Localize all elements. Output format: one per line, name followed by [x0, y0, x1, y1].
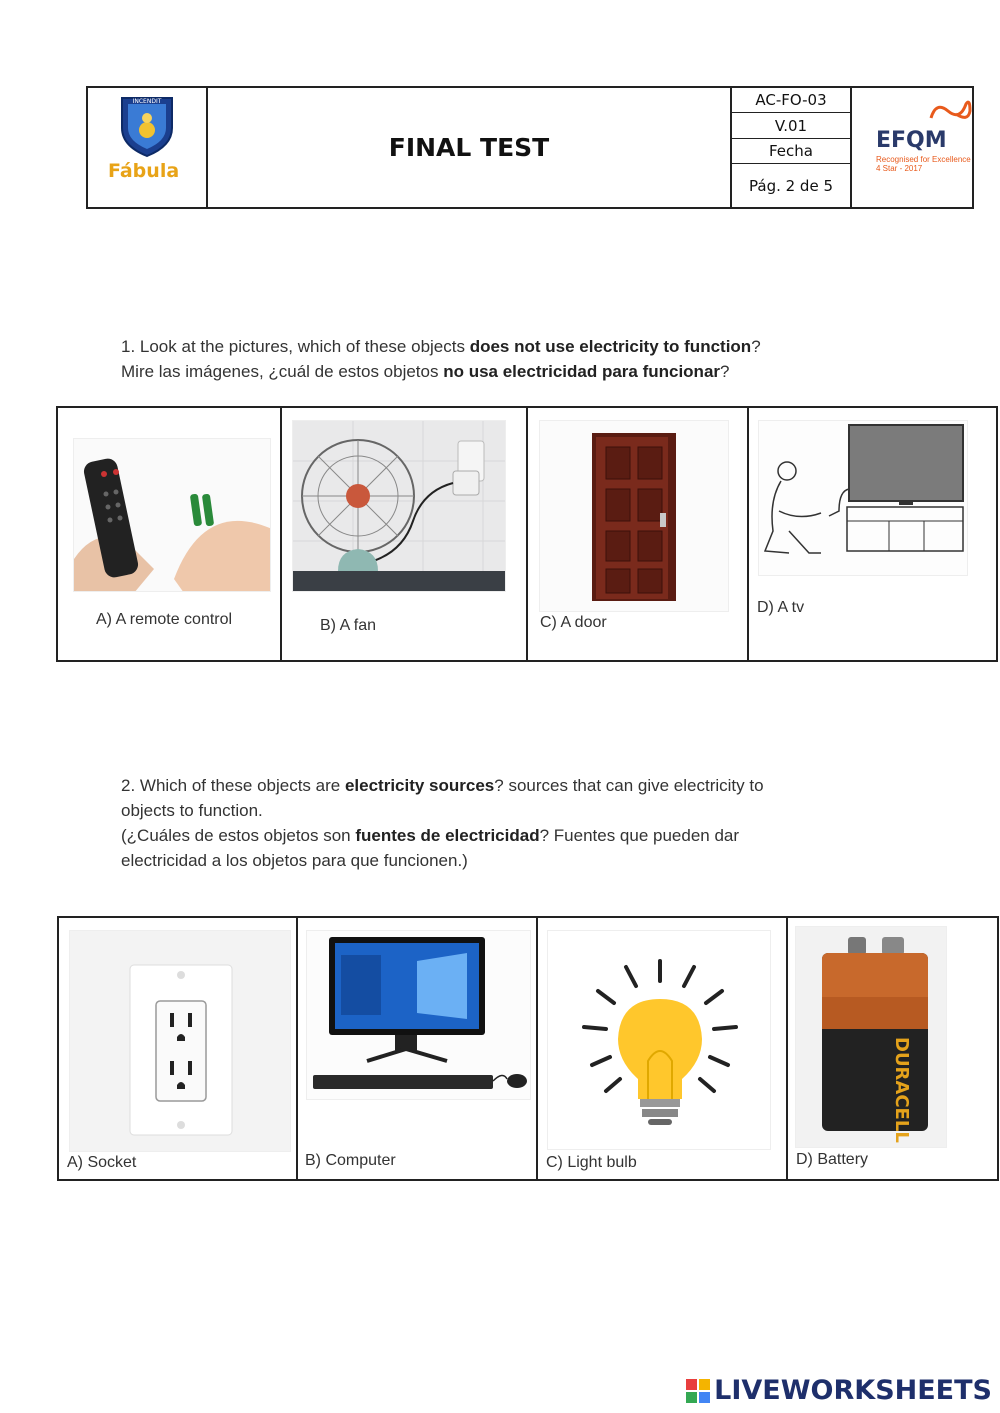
- remote-control-image: [73, 438, 271, 592]
- option-2b-label: B) Computer: [305, 1152, 396, 1169]
- svg-text:DURACELL: DURACELL: [891, 1037, 912, 1143]
- efqm-subtitle-2: 4 Star - 2017: [876, 164, 923, 173]
- efqm-name: EFQM: [876, 128, 947, 153]
- document-code: AC-FO-03: [732, 88, 850, 113]
- fan-image: [292, 420, 506, 592]
- question-1-english: 1. Look at the pictures, which of these objects does not use electricity to function?: [121, 337, 761, 356]
- page-number: Pág. 2 de 5: [749, 177, 833, 195]
- door-image: [539, 420, 729, 612]
- option-2d-label: D) Battery: [796, 1151, 869, 1168]
- question-1-options-table: [56, 406, 998, 662]
- school-shield-logo: [88, 88, 206, 207]
- school-logo-cell: [88, 88, 208, 207]
- document-date: Fecha: [732, 139, 850, 164]
- efqm-subtitle-1: Recognised for Excellence: [876, 155, 971, 164]
- efqm-swirl-icon: [926, 96, 976, 126]
- question-2-spanish-line-2: electricidad a los objetos para que funcionen.): [121, 851, 468, 870]
- option-2c-label: C) Light bulb: [546, 1154, 637, 1171]
- option-2a-label: A) Socket: [67, 1154, 137, 1171]
- efqm-logo-cell: [852, 88, 972, 207]
- option-1c-label: C) A door: [540, 614, 607, 631]
- liveworksheets-logo: [686, 1375, 992, 1406]
- question-1-text: [121, 334, 881, 384]
- light-bulb-image: [547, 930, 771, 1150]
- header-table: [86, 86, 974, 209]
- computer-image: [306, 930, 531, 1100]
- option-1d-label: D) A tv: [757, 599, 805, 616]
- option-1a-label: A) A remote control: [96, 611, 233, 628]
- question-2-text: [121, 773, 881, 873]
- question-2-english-line-1: 2. Which of these objects are electricity sources? sources that can give electricity to: [121, 776, 764, 795]
- question-1-spanish: Mire las imágenes, ¿cuál de estos objetos no usa electricidad para funcionar?: [121, 362, 730, 381]
- document-version: V.01: [732, 113, 850, 139]
- school-logo-text: Fábula: [108, 160, 180, 182]
- liveworksheets-icon: [686, 1379, 710, 1403]
- title-cell: [208, 88, 732, 207]
- tv-image: [758, 420, 968, 576]
- document-info-cell: [732, 88, 852, 207]
- question-2-options-table: [57, 916, 999, 1181]
- battery-image: [795, 926, 947, 1148]
- svg-text:INCENDIT: INCENDIT: [132, 98, 162, 105]
- socket-image: [69, 930, 291, 1152]
- option-1b-label: B) A fan: [320, 617, 377, 634]
- question-2-spanish-line-1: (¿Cuáles de estos objetos son fuentes de electricidad? Fuentes que pueden dar: [121, 826, 740, 845]
- page-title: FINAL TEST: [388, 133, 550, 162]
- liveworksheets-text: LIVEWORKSHEETS: [714, 1375, 992, 1406]
- question-2-english-line-2: objects to function.: [121, 801, 263, 820]
